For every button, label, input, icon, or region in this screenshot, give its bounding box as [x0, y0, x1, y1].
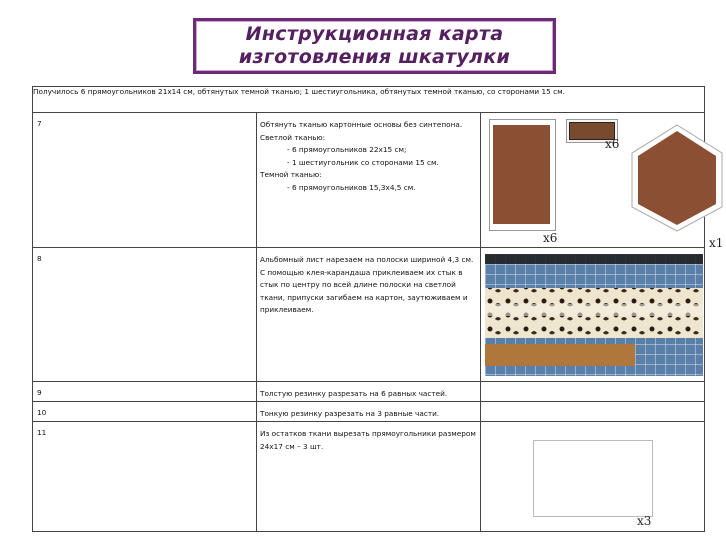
instruction-table	[32, 86, 724, 532]
step-paragraph: Тонкую резинку разрезать на 3 равные части.	[260, 409, 440, 418]
step-7-illustration	[481, 113, 724, 250]
title-box	[193, 18, 556, 74]
fabric-rectangle-sheet	[533, 440, 653, 517]
title-line-1: Инструкционная карта	[245, 23, 504, 45]
step-row-9	[33, 382, 705, 402]
summary-row	[33, 87, 705, 113]
step-paragraph: Альбомный лист нарезаем на полоски шириной 4,3 см. С помощью клея-карандаша приклеиваем их стык в стык по центру по всей длине полоски на светлой ткани, припуски загибаем на картон, заутюживаем и приклеиваем.	[260, 255, 474, 314]
step-list-item: - 6 прямоугольников 22х15 см;	[287, 145, 407, 154]
step-row-11	[33, 422, 705, 532]
step-paragraph: Из остатков ткани вырезать прямоугольники размером 24х17 см – 3 шт.	[260, 429, 476, 451]
step-list-item: - 1 шестиугольник со сторонами 15 см.	[287, 157, 439, 167]
step-line: Обтянуть тканью картонные основы без синтепона.	[260, 120, 463, 129]
empty-cell	[481, 382, 705, 402]
empty-cell	[481, 402, 705, 422]
rectangle-count: х6	[543, 231, 558, 245]
step-8-photo	[481, 248, 705, 382]
step-paragraph: Толстую резинку разрезать на 6 равных частей.	[260, 389, 448, 398]
step-number: 8	[33, 248, 257, 382]
step-number: 10	[33, 402, 257, 422]
step-text	[257, 402, 481, 422]
fabric-strip-photo	[485, 254, 703, 376]
step-row-7	[33, 113, 705, 248]
photo-top-shadow	[485, 254, 703, 264]
step-list-item: - 6 прямоугольников 15,3х4,5 см.	[287, 182, 416, 192]
step-number: 9	[33, 382, 257, 402]
summary-text: Получилось 6 прямоугольников 21х14 см, обтянутых темной тканью; 1 шестиугольника, обтянутых темной тканью, со сторонами 15 см.	[33, 87, 705, 113]
hexagon-count: х1	[709, 236, 724, 250]
rectangle-sheet	[489, 119, 556, 231]
step-text	[257, 248, 481, 382]
step-text	[257, 422, 481, 532]
step-text	[257, 382, 481, 402]
step-number: 11	[33, 422, 257, 532]
cardboard-edge	[485, 344, 635, 366]
step-11-illustration	[481, 422, 705, 532]
brown-rectangle	[493, 125, 550, 224]
step-row-8	[33, 248, 705, 382]
paper-strip	[485, 304, 703, 316]
step-row-10	[33, 402, 705, 422]
hexagon-illustration	[628, 123, 726, 233]
step-number: 7	[33, 113, 257, 248]
title-line-2: изготовления шкатулки	[238, 46, 511, 68]
strip-count: х6	[605, 137, 620, 151]
step-line: Светлой тканью:	[260, 132, 326, 142]
step-line: Темной тканью:	[260, 170, 322, 179]
rectangle-count: х3	[637, 514, 652, 528]
step-text	[257, 113, 481, 248]
